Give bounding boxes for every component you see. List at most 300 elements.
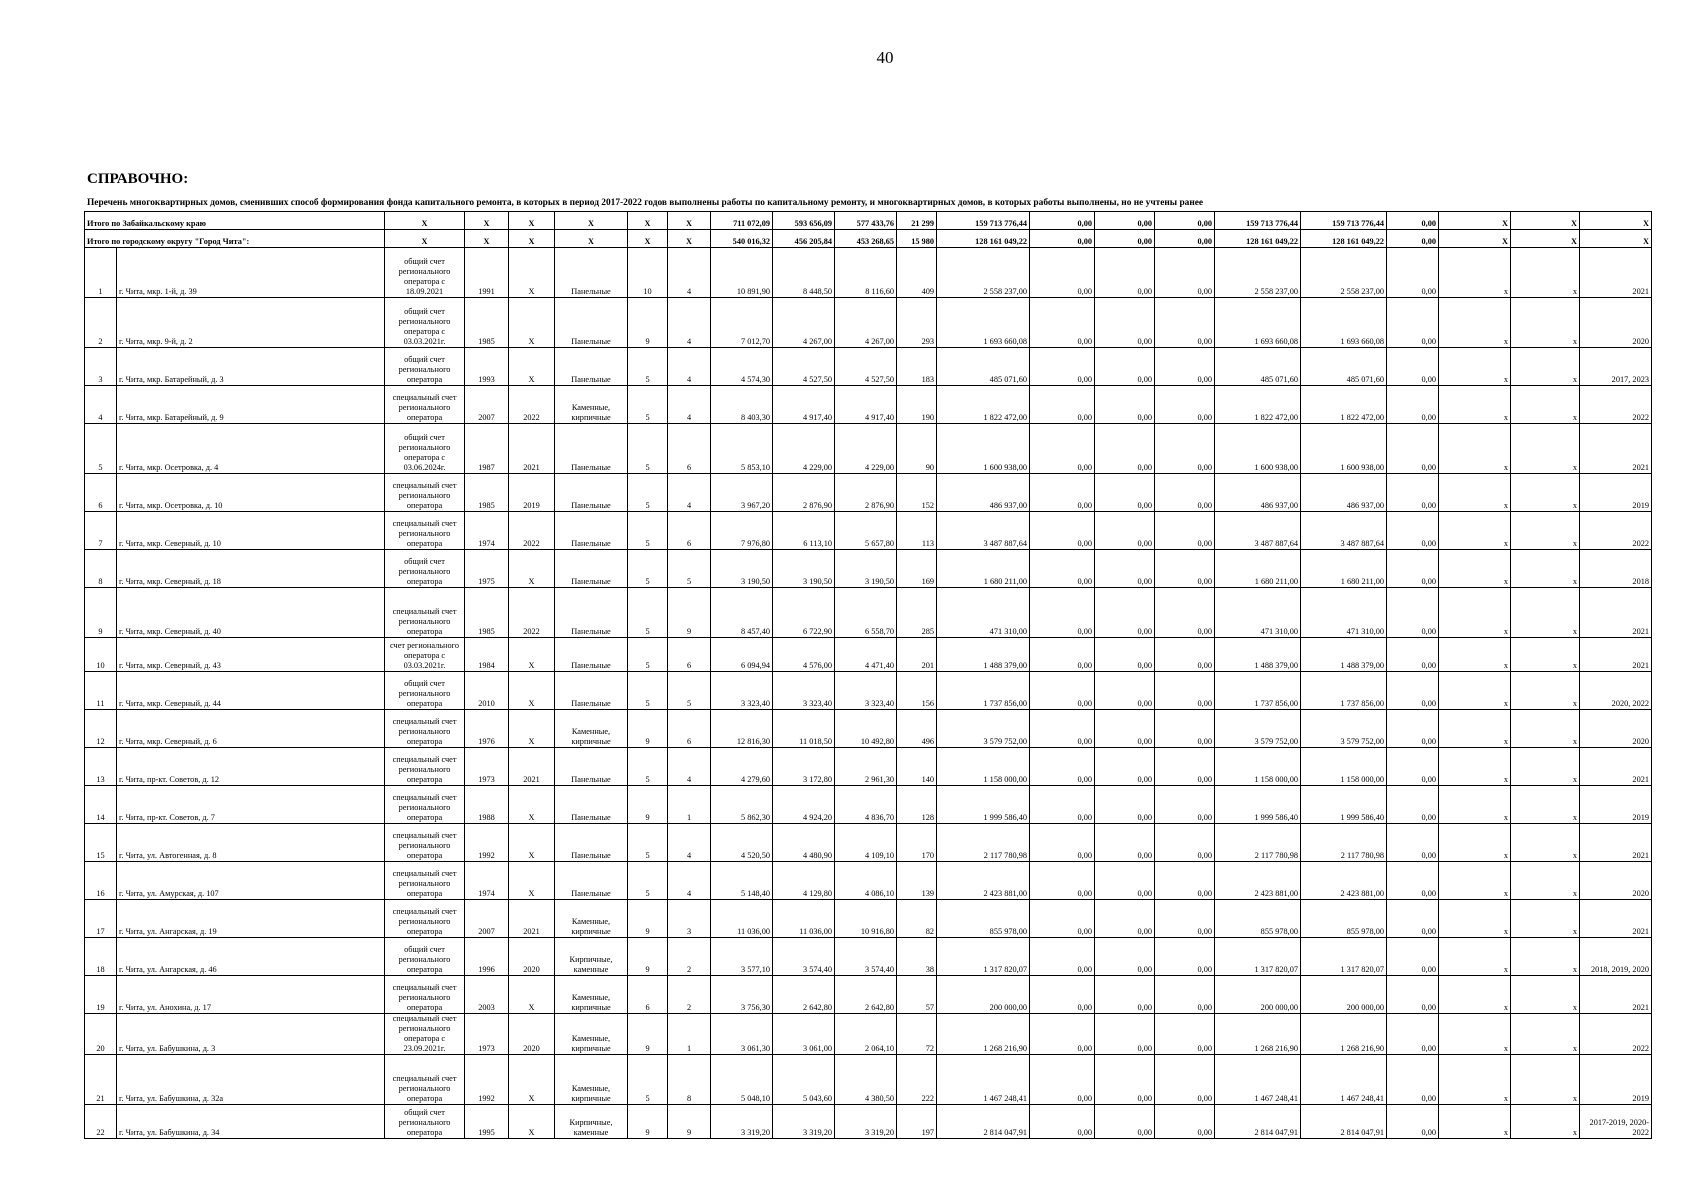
cost-fund-cell: 1 488 379,00 [1301,638,1387,672]
fund-method-cell: общий счет регионального оператора с 18.09.2021 [385,248,465,298]
cost-federal-cell: 0,00 [1030,976,1095,1014]
cost-local-cell: 0,00 [1155,672,1215,710]
residents-cell: 139 [897,862,937,900]
cost-fund-cell: 485 071,60 [1301,348,1387,386]
total-cell: X [1511,230,1580,248]
built-year-cell: 1973 [465,1014,509,1055]
owned-area-cell: 2 961,30 [835,748,897,786]
cost-other-cell: 0,00 [1387,1055,1439,1105]
address-cell: г. Чита, пр-кт. Советов, д. 7 [117,786,385,824]
cost-owners-cell: 1 488 379,00 [1215,638,1301,672]
living-area-cell: 3 574,40 [773,938,835,976]
cost-local-cell: 0,00 [1155,976,1215,1014]
cost-owners-cell: 1 268 216,90 [1215,1014,1301,1055]
unit-cost-cell: x [1439,1105,1511,1139]
cost-total-cell: 2 117 780,98 [937,824,1030,862]
renovation-year-cell: X [509,672,555,710]
unit-cost-cell: x [1439,550,1511,588]
residents-cell: 169 [897,550,937,588]
unit-cost-cell: x [1439,588,1511,638]
renovation-year-cell: X [509,824,555,862]
cost-total-cell: 2 814 047,91 [937,1105,1030,1139]
living-area-cell: 3 323,40 [773,672,835,710]
cost-other-cell: 0,00 [1387,550,1439,588]
floors-cell: 9 [628,900,668,938]
limit-cost-cell: x [1511,512,1580,550]
cost-federal-cell: 0,00 [1030,672,1095,710]
cost-local-cell: 0,00 [1155,386,1215,424]
total-cell: 15 980 [897,230,937,248]
work-year-cell: 2022 [1580,512,1652,550]
fund-method-cell: специальный счет регионального оператора [385,748,465,786]
cost-owners-cell: 2 117 780,98 [1215,824,1301,862]
built-year-cell: 1975 [465,550,509,588]
cost-total-cell: 1 999 586,40 [937,786,1030,824]
residents-cell: 90 [897,424,937,474]
owned-area-cell: 2 876,90 [835,474,897,512]
work-year-cell: 2021 [1580,976,1652,1014]
limit-cost-cell: x [1511,1014,1580,1055]
cost-owners-cell: 1 680 211,00 [1215,550,1301,588]
fund-method-cell: специальный счет регионального оператора [385,588,465,638]
work-year-cell: 2021 [1580,638,1652,672]
cost-total-cell: 1 467 248,41 [937,1055,1030,1105]
table-caption: Перечень многоквартирных домов, сменивших способ формирования фонда капитального ремонта, в которых в период 2017-2022 годов выполнены работы по капитальному ремонту, и многоквартирных домов, в которых работы выполнены, но не учтены ранее [87,198,1204,208]
total-cell: X [1439,230,1511,248]
cost-local-cell: 0,00 [1155,710,1215,748]
address-cell: г. Чита, ул. Бабушкина, д. 34 [117,1105,385,1139]
residents-cell: 38 [897,938,937,976]
wall-material-cell: Кирпичные, каменные [555,1105,628,1139]
living-area-cell: 11 018,50 [773,710,835,748]
cost-local-cell: 0,00 [1155,824,1215,862]
owned-area-cell: 10 492,80 [835,710,897,748]
entrances-cell: 1 [668,786,711,824]
cost-total-cell: 1 680 211,00 [937,550,1030,588]
renovation-year-cell: 2022 [509,588,555,638]
built-year-cell: 1987 [465,424,509,474]
total-area-cell: 3 967,20 [711,474,773,512]
row-number: 19 [85,976,117,1014]
table-row [85,248,1652,298]
total-cell: X [385,230,465,248]
renovation-year-cell: 2021 [509,424,555,474]
cost-federal-cell: 0,00 [1030,298,1095,348]
cost-total-cell: 3 579 752,00 [937,710,1030,748]
built-year-cell: 1992 [465,824,509,862]
cost-regional-cell: 0,00 [1095,824,1155,862]
total-label: Итого по городскому округу "Город Чита": [85,230,385,248]
owned-area-cell: 4 917,40 [835,386,897,424]
entrances-cell: 4 [668,824,711,862]
living-area-cell: 3 061,00 [773,1014,835,1055]
cost-federal-cell: 0,00 [1030,1014,1095,1055]
cost-other-cell: 0,00 [1387,710,1439,748]
cost-owners-cell: 1 737 856,00 [1215,672,1301,710]
table-row [85,424,1652,474]
built-year-cell: 1988 [465,786,509,824]
total-area-cell: 12 816,30 [711,710,773,748]
renovation-year-cell: X [509,638,555,672]
owned-area-cell: 8 116,60 [835,248,897,298]
total-cell: X [628,212,668,230]
work-year-cell: 2017-2019, 2020-2022 [1580,1105,1652,1139]
built-year-cell: 1973 [465,748,509,786]
cost-federal-cell: 0,00 [1030,862,1095,900]
cost-local-cell: 0,00 [1155,900,1215,938]
entrances-cell: 4 [668,298,711,348]
entrances-cell: 5 [668,672,711,710]
residents-cell: 128 [897,786,937,824]
cost-owners-cell: 1 822 472,00 [1215,386,1301,424]
fund-method-cell: общий счет регионального оператора с 03.03.2021г. [385,298,465,348]
entrances-cell: 1 [668,1014,711,1055]
unit-cost-cell: x [1439,938,1511,976]
unit-cost-cell: x [1439,976,1511,1014]
cost-other-cell: 0,00 [1387,786,1439,824]
total-cell: 0,00 [1155,230,1215,248]
unit-cost-cell: x [1439,298,1511,348]
residents-cell: 285 [897,588,937,638]
total-cell: X [385,212,465,230]
wall-material-cell: Каменные, кирпичные [555,386,628,424]
cost-regional-cell: 0,00 [1095,474,1155,512]
address-cell: г. Чита, мкр. Северный, д. 6 [117,710,385,748]
total-area-cell: 3 061,30 [711,1014,773,1055]
renovation-year-cell: X [509,1105,555,1139]
table-row [85,1014,1652,1055]
floors-cell: 5 [628,474,668,512]
row-number: 8 [85,550,117,588]
floors-cell: 5 [628,588,668,638]
address-cell: г. Чита, пр-кт. Советов, д. 12 [117,748,385,786]
cost-federal-cell: 0,00 [1030,938,1095,976]
limit-cost-cell: x [1511,748,1580,786]
owned-area-cell: 4 229,00 [835,424,897,474]
wall-material-cell: Панельные [555,298,628,348]
total-area-cell: 7 976,80 [711,512,773,550]
total-cell: X [555,230,628,248]
limit-cost-cell: x [1511,862,1580,900]
row-number: 4 [85,386,117,424]
wall-material-cell: Панельные [555,474,628,512]
cost-regional-cell: 0,00 [1095,298,1155,348]
cost-owners-cell: 200 000,00 [1215,976,1301,1014]
cost-total-cell: 855 978,00 [937,900,1030,938]
fund-method-cell: специальный счет регионального оператора [385,512,465,550]
owned-area-cell: 4 086,10 [835,862,897,900]
work-year-cell: 2018 [1580,550,1652,588]
cost-federal-cell: 0,00 [1030,348,1095,386]
renovation-year-cell: X [509,786,555,824]
floors-cell: 9 [628,710,668,748]
cost-owners-cell: 1 158 000,00 [1215,748,1301,786]
unit-cost-cell: x [1439,248,1511,298]
fund-method-cell: общий счет регионального оператора [385,672,465,710]
owned-area-cell: 4 267,00 [835,298,897,348]
living-area-cell: 8 448,50 [773,248,835,298]
cost-fund-cell: 2 814 047,91 [1301,1105,1387,1139]
row-number: 9 [85,588,117,638]
living-area-cell: 3 319,20 [773,1105,835,1139]
built-year-cell: 1974 [465,862,509,900]
work-year-cell: 2020 [1580,862,1652,900]
cost-regional-cell: 0,00 [1095,862,1155,900]
living-area-cell: 6 113,10 [773,512,835,550]
fund-method-cell: специальный счет регионального оператора [385,710,465,748]
owned-area-cell: 3 190,50 [835,550,897,588]
total-cell: X [1439,212,1511,230]
living-area-cell: 3 190,50 [773,550,835,588]
address-cell: г. Чита, ул. Автогенная, д. 8 [117,824,385,862]
cost-total-cell: 485 071,60 [937,348,1030,386]
renovation-year-cell: 2021 [509,900,555,938]
cost-local-cell: 0,00 [1155,938,1215,976]
table-row [85,588,1652,638]
built-year-cell: 1974 [465,512,509,550]
table-row [85,1105,1652,1139]
cost-fund-cell: 2 423 881,00 [1301,862,1387,900]
total-row [85,212,1652,230]
built-year-cell: 1995 [465,1105,509,1139]
wall-material-cell: Панельные [555,424,628,474]
floors-cell: 9 [628,1105,668,1139]
cost-owners-cell: 855 978,00 [1215,900,1301,938]
owned-area-cell: 6 558,70 [835,588,897,638]
address-cell: г. Чита, мкр. 1-й, д. 39 [117,248,385,298]
total-cell: 21 299 [897,212,937,230]
entrances-cell: 4 [668,248,711,298]
total-cell: 128 161 049,22 [937,230,1030,248]
renovation-year-cell: X [509,1055,555,1105]
total-cell: 128 161 049,22 [1215,230,1301,248]
unit-cost-cell: x [1439,824,1511,862]
residents-cell: 222 [897,1055,937,1105]
entrances-cell: 4 [668,862,711,900]
renovation-year-cell: 2020 [509,938,555,976]
cost-fund-cell: 200 000,00 [1301,976,1387,1014]
table-row [85,710,1652,748]
renovation-year-cell: X [509,862,555,900]
row-number: 7 [85,512,117,550]
cost-fund-cell: 1 158 000,00 [1301,748,1387,786]
owned-area-cell: 3 319,20 [835,1105,897,1139]
total-area-cell: 7 012,70 [711,298,773,348]
cost-local-cell: 0,00 [1155,550,1215,588]
cost-regional-cell: 0,00 [1095,976,1155,1014]
living-area-cell: 3 172,80 [773,748,835,786]
total-area-cell: 6 094,94 [711,638,773,672]
work-year-cell: 2020, 2022 [1580,672,1652,710]
cost-total-cell: 200 000,00 [937,976,1030,1014]
table-row [85,824,1652,862]
entrances-cell: 6 [668,638,711,672]
built-year-cell: 1996 [465,938,509,976]
residents-cell: 82 [897,900,937,938]
cost-total-cell: 486 937,00 [937,474,1030,512]
address-cell: г. Чита, ул. Бабушкина, д. 3 [117,1014,385,1055]
built-year-cell: 1991 [465,248,509,298]
row-number: 3 [85,348,117,386]
renovation-year-cell: X [509,348,555,386]
cost-total-cell: 2 423 881,00 [937,862,1030,900]
cost-federal-cell: 0,00 [1030,638,1095,672]
work-year-cell: 2020 [1580,298,1652,348]
renovation-year-cell: 2021 [509,748,555,786]
total-cell: X [1580,212,1652,230]
cost-regional-cell: 0,00 [1095,900,1155,938]
address-cell: г. Чита, ул. Амурская, д. 107 [117,862,385,900]
limit-cost-cell: x [1511,1055,1580,1105]
cost-total-cell: 3 487 887,64 [937,512,1030,550]
cost-fund-cell: 3 579 752,00 [1301,710,1387,748]
living-area-cell: 4 229,00 [773,424,835,474]
entrances-cell: 4 [668,386,711,424]
total-area-cell: 5 148,40 [711,862,773,900]
cost-total-cell: 1 317 820,07 [937,938,1030,976]
cost-regional-cell: 0,00 [1095,512,1155,550]
cost-local-cell: 0,00 [1155,298,1215,348]
cost-other-cell: 0,00 [1387,748,1439,786]
residents-cell: 72 [897,1014,937,1055]
residents-cell: 496 [897,710,937,748]
residents-cell: 201 [897,638,937,672]
total-cell: 577 433,76 [835,212,897,230]
limit-cost-cell: x [1511,1105,1580,1139]
work-year-cell: 2021 [1580,748,1652,786]
fund-method-cell: специальный счет регионального оператора с 23.09.2021г. [385,1014,465,1055]
built-year-cell: 1984 [465,638,509,672]
living-area-cell: 2 876,90 [773,474,835,512]
wall-material-cell: Панельные [555,248,628,298]
total-cell: 0,00 [1387,230,1439,248]
fund-method-cell: специальный счет регионального оператора [385,386,465,424]
fund-method-cell: специальный счет регионального оператора [385,862,465,900]
wall-material-cell: Панельные [555,638,628,672]
owned-area-cell: 4 380,50 [835,1055,897,1105]
fund-method-cell: специальный счет регионального оператора [385,976,465,1014]
residents-cell: 152 [897,474,937,512]
cost-owners-cell: 471 310,00 [1215,588,1301,638]
entrances-cell: 9 [668,588,711,638]
cost-local-cell: 0,00 [1155,348,1215,386]
work-year-cell: 2020 [1580,710,1652,748]
row-number: 17 [85,900,117,938]
limit-cost-cell: x [1511,474,1580,512]
total-cell: X [668,230,711,248]
unit-cost-cell: x [1439,900,1511,938]
table-row [85,638,1652,672]
total-area-cell: 4 574,30 [711,348,773,386]
unit-cost-cell: x [1439,638,1511,672]
work-year-cell: 2022 [1580,1014,1652,1055]
limit-cost-cell: x [1511,638,1580,672]
cost-regional-cell: 0,00 [1095,672,1155,710]
limit-cost-cell: x [1511,938,1580,976]
entrances-cell: 5 [668,550,711,588]
total-cell: 0,00 [1095,212,1155,230]
cost-federal-cell: 0,00 [1030,824,1095,862]
renovation-year-cell: 2020 [509,1014,555,1055]
address-cell: г. Чита, мкр. Северный, д. 40 [117,588,385,638]
total-cell: 711 072,09 [711,212,773,230]
total-cell: 159 713 776,44 [1215,212,1301,230]
floors-cell: 5 [628,348,668,386]
total-cell: X [509,230,555,248]
total-cell: 159 713 776,44 [1301,212,1387,230]
cost-other-cell: 0,00 [1387,424,1439,474]
row-number: 10 [85,638,117,672]
wall-material-cell: Каменные, кирпичные [555,900,628,938]
total-cell: 0,00 [1030,230,1095,248]
built-year-cell: 1992 [465,1055,509,1105]
total-cell: 128 161 049,22 [1301,230,1387,248]
fund-method-cell: общий счет регионального оператора [385,1105,465,1139]
living-area-cell: 4 924,20 [773,786,835,824]
built-year-cell: 1985 [465,298,509,348]
cost-other-cell: 0,00 [1387,976,1439,1014]
total-area-cell: 5 048,10 [711,1055,773,1105]
section-heading: СПРАВОЧНО: [87,171,189,187]
entrances-cell: 4 [668,474,711,512]
floors-cell: 10 [628,248,668,298]
floors-cell: 5 [628,824,668,862]
renovation-year-cell: 2019 [509,474,555,512]
fund-method-cell: специальный счет регионального оператора [385,900,465,938]
cost-local-cell: 0,00 [1155,748,1215,786]
work-year-cell: 2021 [1580,900,1652,938]
cost-local-cell: 0,00 [1155,1014,1215,1055]
row-number: 1 [85,248,117,298]
total-cell: 540 016,32 [711,230,773,248]
row-number: 5 [85,424,117,474]
wall-material-cell: Каменные, кирпичные [555,976,628,1014]
cost-fund-cell: 1 822 472,00 [1301,386,1387,424]
limit-cost-cell: x [1511,672,1580,710]
address-cell: г. Чита, ул. Ангарская, д. 19 [117,900,385,938]
cost-other-cell: 0,00 [1387,1105,1439,1139]
row-number: 14 [85,786,117,824]
living-area-cell: 5 043,60 [773,1055,835,1105]
wall-material-cell: Панельные [555,824,628,862]
entrances-cell: 3 [668,900,711,938]
cost-fund-cell: 2 558 237,00 [1301,248,1387,298]
cost-local-cell: 0,00 [1155,786,1215,824]
cost-other-cell: 0,00 [1387,588,1439,638]
owned-area-cell: 4 109,10 [835,824,897,862]
renovation-year-cell: X [509,550,555,588]
cost-regional-cell: 0,00 [1095,748,1155,786]
owned-area-cell: 5 657,80 [835,512,897,550]
cost-owners-cell: 1 317 820,07 [1215,938,1301,976]
address-cell: г. Чита, мкр. Северный, д. 10 [117,512,385,550]
fund-method-cell: общий счет регионального оператора [385,348,465,386]
floors-cell: 5 [628,862,668,900]
unit-cost-cell: x [1439,1014,1511,1055]
unit-cost-cell: x [1439,710,1511,748]
total-area-cell: 3 323,40 [711,672,773,710]
floors-cell: 9 [628,298,668,348]
cost-owners-cell: 1 467 248,41 [1215,1055,1301,1105]
total-cell: X [1580,230,1652,248]
total-area-cell: 5 853,10 [711,424,773,474]
cost-other-cell: 0,00 [1387,386,1439,424]
wall-material-cell: Панельные [555,588,628,638]
fund-method-cell: счет регионального оператора с 03.03.2021г. [385,638,465,672]
row-number: 11 [85,672,117,710]
cost-other-cell: 0,00 [1387,672,1439,710]
residents-cell: 170 [897,824,937,862]
